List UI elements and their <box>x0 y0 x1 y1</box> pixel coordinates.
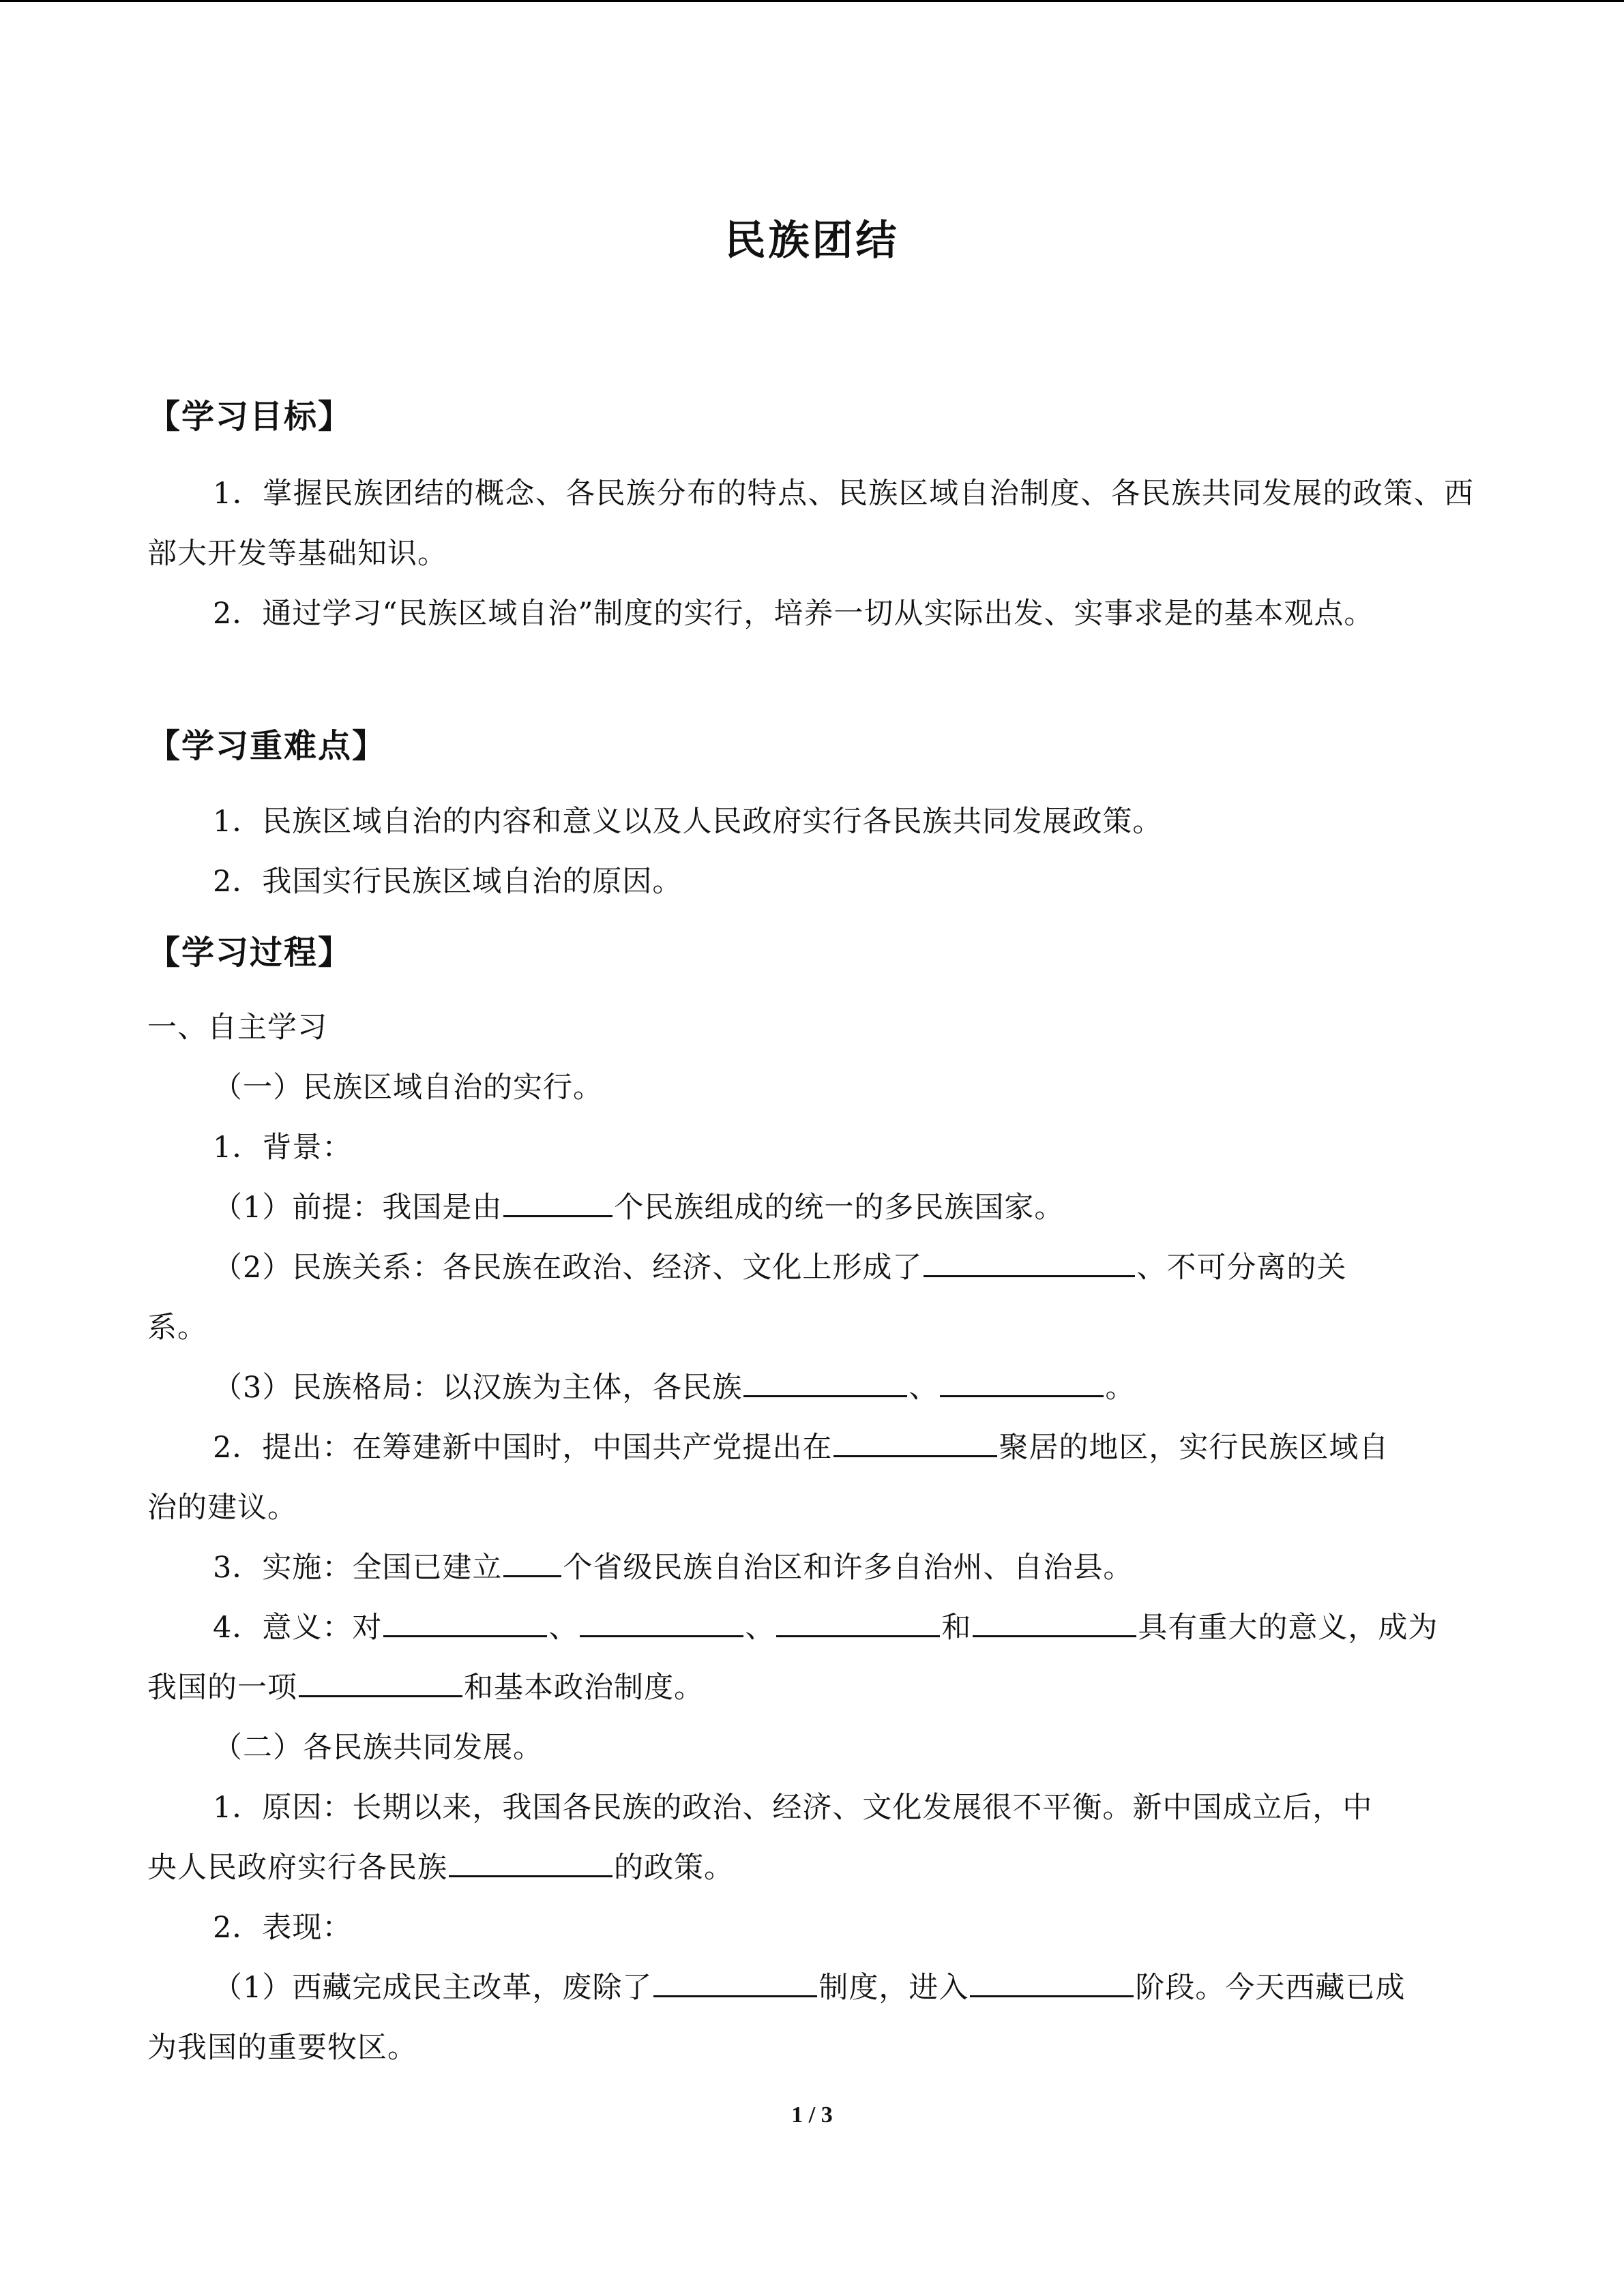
background-item-2: （2）民族关系：各民族在政治、经济、文化上形成了 、不可分离的关 <box>213 1251 1347 1285</box>
significance-line-cont: 我国的一项 和基本政治制度。 <box>147 1671 704 1705</box>
significance-line: 4．意义：对 、 、 和 具有重大的意义，成为 <box>213 1611 1438 1645</box>
subsection-common-development: （二）各民族共同发展。 <box>213 1731 543 1765</box>
blank-field[interactable] <box>833 1432 997 1457</box>
blank-field[interactable] <box>776 1612 940 1637</box>
section-self-study: 一、自主学习 <box>147 1011 327 1045</box>
blank-field[interactable] <box>383 1612 547 1637</box>
blank-field[interactable] <box>940 1372 1104 1397</box>
implementation-line: 3．实施：全国已建立 个省级民族自治区和许多自治州、自治县。 <box>213 1551 1134 1585</box>
key-point-2: 2．我国实行民族区域自治的原因。 <box>213 865 683 899</box>
reason-line-cont: 央人民政府实行各民族 的政策。 <box>147 1851 734 1885</box>
key-point-1: 1．民族区域自治的内容和意义以及人民政府实行各民族共同发展政策。 <box>213 805 1163 839</box>
proposal-line: 2．提出：在筹建新中国时，中国共产党提出在 聚居的地区，实行民族区域自 <box>213 1431 1389 1465</box>
blank-field[interactable] <box>743 1372 907 1397</box>
proposal-line-cont: 治的建议。 <box>147 1491 297 1525</box>
blank-field[interactable] <box>449 1852 612 1877</box>
blank-field[interactable] <box>299 1672 462 1697</box>
background-label: 1．背景： <box>213 1131 353 1165</box>
goal-item-1: 1．掌握民族团结的概念、各民族分布的特点、民族区域自治制度、各民族共同发展的政策、西部大开发等基础知识。 <box>147 477 1474 571</box>
top-border <box>0 0 1624 2</box>
goal-item-2: 2．通过学习“民族区域自治”制度的实行，培养一切从实际出发、实事求是的基本观点。 <box>213 597 1374 631</box>
blank-field[interactable] <box>924 1252 1135 1277</box>
goals-heading: 【学习目标】 <box>147 398 353 436</box>
key-points-heading: 【学习重难点】 <box>147 727 387 765</box>
blank-field[interactable] <box>970 1972 1134 1997</box>
blank-field[interactable] <box>503 1192 612 1217</box>
blank-field[interactable] <box>580 1612 743 1637</box>
tibet-line: （1）西藏完成民主改革，废除了 制度，进入 阶段。今天西藏已成 <box>213 1971 1406 2005</box>
background-item-2-cont: 系。 <box>147 1311 207 1345</box>
performance-label: 2．表现： <box>213 1911 353 1945</box>
tibet-line-cont: 为我国的重要牧区。 <box>147 2031 417 2065</box>
blank-field[interactable] <box>973 1612 1136 1637</box>
reason-line: 1．原因：长期以来，我国各民族的政治、经济、文化发展很不平衡。新中国成立后，中 <box>213 1791 1373 1825</box>
page-title: 民族团结 <box>724 217 900 265</box>
background-item-3: （3）民族格局：以汉族为主体，各民族 、 。 <box>213 1371 1136 1405</box>
blank-field[interactable] <box>653 1972 817 1997</box>
process-heading: 【学习过程】 <box>147 934 353 972</box>
blank-field[interactable] <box>503 1552 561 1577</box>
background-item-1: （1）前提：我国是由 个民族组成的统一的多民族国家。 <box>213 1191 1065 1225</box>
subsection-autonomy: （一）民族区域自治的实行。 <box>213 1071 603 1105</box>
page-number: 1 / 3 <box>791 2102 833 2128</box>
